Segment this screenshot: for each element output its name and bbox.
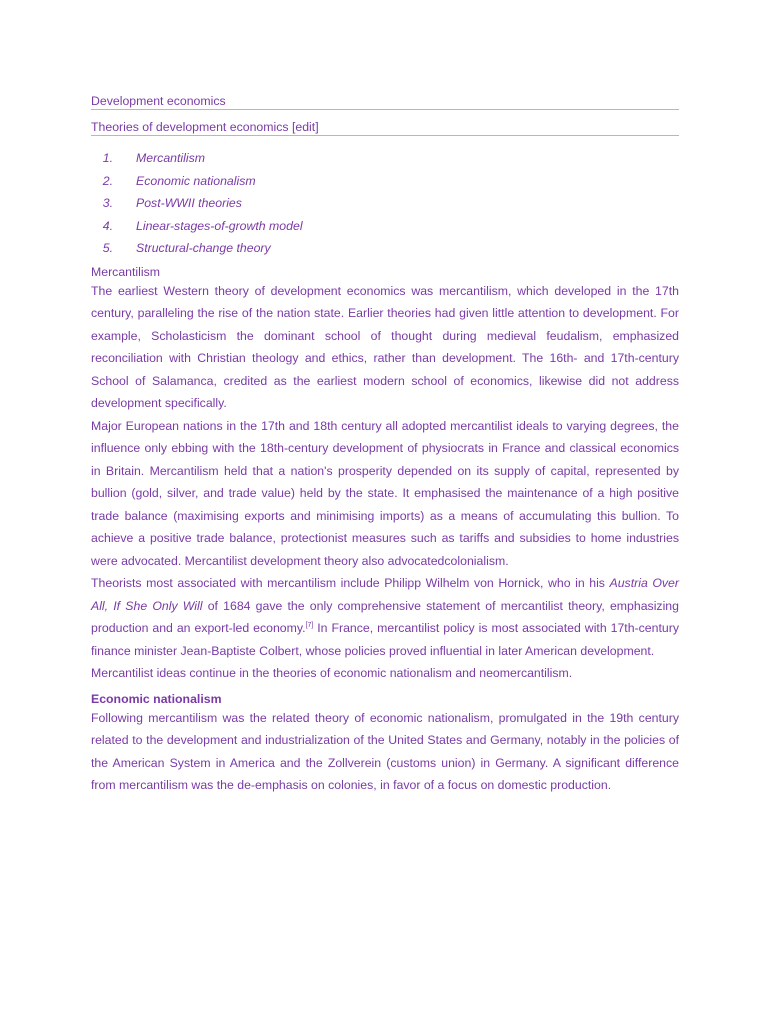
paragraph-text: In France, mercantilist policy is most associated with 17th-century finance minister Jean-Baptiste Colbert, whose policies proved influential in later American development. [91, 621, 679, 658]
toc-number: 2. [102, 173, 113, 188]
paragraph-earliest-theory: The earliest Western theory of development economics was mercantilism, which developed in the 17th century, paralleling the rise of the nation state. Earlier theories had given little attention to development. For example, Scholasticism the dominant school of thought during medieval feudalism, emphasized reconciliation with Christian theology and ethics, rather than development. The 16th- and 17th-century School of Salamanca, credited as the earliest modern school of economics, likewise did not address development specifically. [91, 283, 679, 411]
paragraph-text: Theorists most associated with mercantilism include Philipp Wilhelm von Hornick, who in his [91, 576, 610, 591]
section-title-mercantilism: Mercantilism [91, 264, 161, 279]
paragraph-mercantilist-ideas: Mercantilist ideas continue in the theories of economic nationalism and neomercantilism. [91, 666, 573, 681]
paragraph-european-nations: Major European nations in the 17th and 18th century all adopted mercantilist ideals to varying degrees, the influence only ebbing with the 18th-century development of physiocrats in France and classical economics in Britain. Mercantilism held that a nation's prosperity depended on its supply of capital, represented by bullion (gold, silver, and trade value) held by the state. It emphasised the maintenance of a high positive trade balance (maximising exports and minimising imports) as a means of accumulating this bullion. To achieve a positive trade balance, protectionist measures such as tariffs and subsidies to home industries were advocated. Mercantilist development theory also advocatedcolonialism. [91, 418, 679, 568]
toc-item[interactable] [91, 174, 679, 197]
toc-link[interactable]: Linear-stages-of-growth model [136, 218, 303, 233]
document-body [91, 92, 679, 797]
table-of-contents [91, 151, 679, 264]
toc-number: 3. [102, 196, 113, 211]
toc-number: 4. [102, 218, 113, 233]
toc-number: 1. [102, 151, 113, 165]
toc-item[interactable] [91, 241, 679, 264]
paragraph-economic-nationalism: Following mercantilism was the related theory of economic nationalism, promulgated in the 19th century related to the development and industrialization of the United States and Germany, notably in the policies of the American System in America and the Zollverein (customs union) in Germany. A significant difference from mercantilism was the de-emphasis on colonies, in favor of a focus on domestic production. [91, 710, 679, 793]
toc-item[interactable] [91, 196, 679, 219]
toc-link[interactable]: Post-WWII theories [136, 196, 242, 211]
section-heading-theories: Theories of development economics [edit] [91, 118, 679, 136]
paragraph-theorists [91, 572, 679, 662]
toc-link[interactable]: Mercantilism [136, 151, 206, 165]
toc-number: 5. [102, 241, 113, 256]
toc-item[interactable] [91, 219, 679, 242]
page-title: Development economics [91, 92, 679, 110]
toc-link[interactable]: Structural-change theory [136, 241, 271, 256]
paragraph-text: of 1684 gave the only comprehensive statement of mercantilist theory, emphasizing production and an export-led economy. [91, 598, 679, 636]
toc-item[interactable] [91, 151, 679, 174]
reference-link[interactable]: [7] [305, 622, 314, 630]
toc-link[interactable]: Economic nationalism [136, 173, 256, 188]
book-title: Austria Over All, If She Only Will [91, 576, 679, 613]
section-title-economic-nationalism: Economic nationalism [91, 691, 222, 706]
